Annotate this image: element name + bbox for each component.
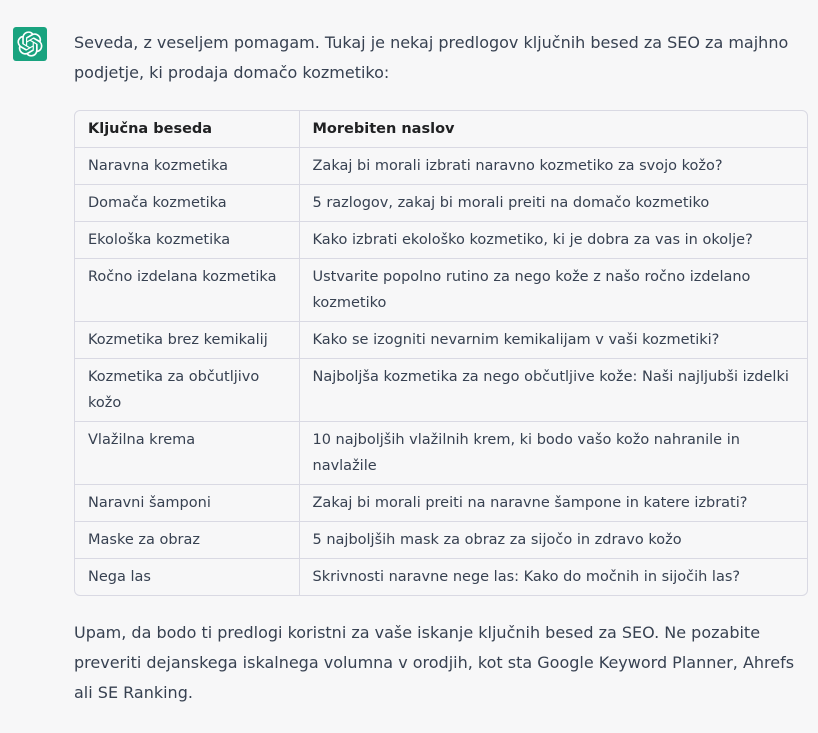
keyword-table — [75, 111, 807, 595]
keyword-cell: Ročno izdelana kozmetika — [75, 259, 299, 322]
keyword-cell: Vlažilna krema — [75, 422, 299, 485]
title-cell: Najboljša kozmetika za nego občutljive kože: Naši najljubši izdelki — [299, 359, 807, 422]
table-row — [75, 148, 807, 185]
title-cell: Ustvarite popolno rutino za nego kože z našo ročno izdelano kozmetiko — [299, 259, 807, 322]
table-row — [75, 485, 807, 522]
keyword-cell: Kozmetika za občutljivo kožo — [75, 359, 299, 422]
title-cell: 10 najboljših vlažilnih krem, ki bodo vašo kožo nahranile in navlažile — [299, 422, 807, 485]
keyword-cell: Kozmetika brez kemikalij — [75, 322, 299, 359]
title-cell: Zakaj bi morali preiti na naravne šampone in katere izbrati? — [299, 485, 807, 522]
keyword-cell: Naravna kozmetika — [75, 148, 299, 185]
table-row — [75, 559, 807, 596]
header-keyword: Ključna beseda — [75, 111, 299, 148]
title-cell: Skrivnosti naravne nege las: Kako do močnih in sijočih las? — [312, 569, 741, 585]
header-title: Morebiten naslov — [299, 111, 807, 148]
table-header-row — [75, 111, 807, 148]
title-cell: 5 razlogov, zakaj bi morali preiti na domačo kozmetiko — [299, 185, 807, 222]
assistant-message — [74, 28, 808, 708]
keyword-cell: Ekološka kozmetika — [75, 222, 299, 259]
keyword-cell: Nega las — [75, 559, 299, 596]
keyword-cell: Naravni šamponi — [75, 485, 299, 522]
table-row — [75, 422, 807, 485]
title-cell: Kako izbrati ekološko kozmetiko, ki je dobra za vas in okolje? — [299, 222, 807, 259]
keyword-cell: Maske za obraz — [75, 522, 299, 559]
title-cell: Kako se izogniti nevarnim kemikalijam v vaši kozmetiki? — [299, 322, 807, 359]
keyword-table-container — [74, 110, 808, 596]
assistant-avatar — [13, 27, 47, 61]
table-row — [75, 359, 807, 422]
title-cell: Zakaj bi morali izbrati naravno kozmetiko za svojo kožo? — [299, 148, 807, 185]
message-outro: Upam, da bodo ti predlogi koristni za vaše iskanje ključnih besed za SEO. Ne pozabite preveriti dejanskega iskalnega volumna v orodjih, kot sta Google Keyword Planner, Ahrefs ali SE Ranking. — [74, 623, 795, 702]
table-row — [75, 185, 807, 222]
table-row — [75, 322, 807, 359]
table-row — [75, 522, 807, 559]
table-row — [75, 222, 807, 259]
table-row — [75, 259, 807, 322]
openai-logo-icon — [17, 31, 43, 57]
title-cell: 5 najboljših mask za obraz za sijočo in zdravo kožo — [299, 522, 807, 559]
keyword-cell: Domača kozmetika — [75, 185, 299, 222]
message-intro: Seveda, z veseljem pomagam. Tukaj je nekaj predlogov ključnih besed za SEO za majhno podjetje, ki prodaja domačo kozmetiko: — [74, 33, 789, 82]
